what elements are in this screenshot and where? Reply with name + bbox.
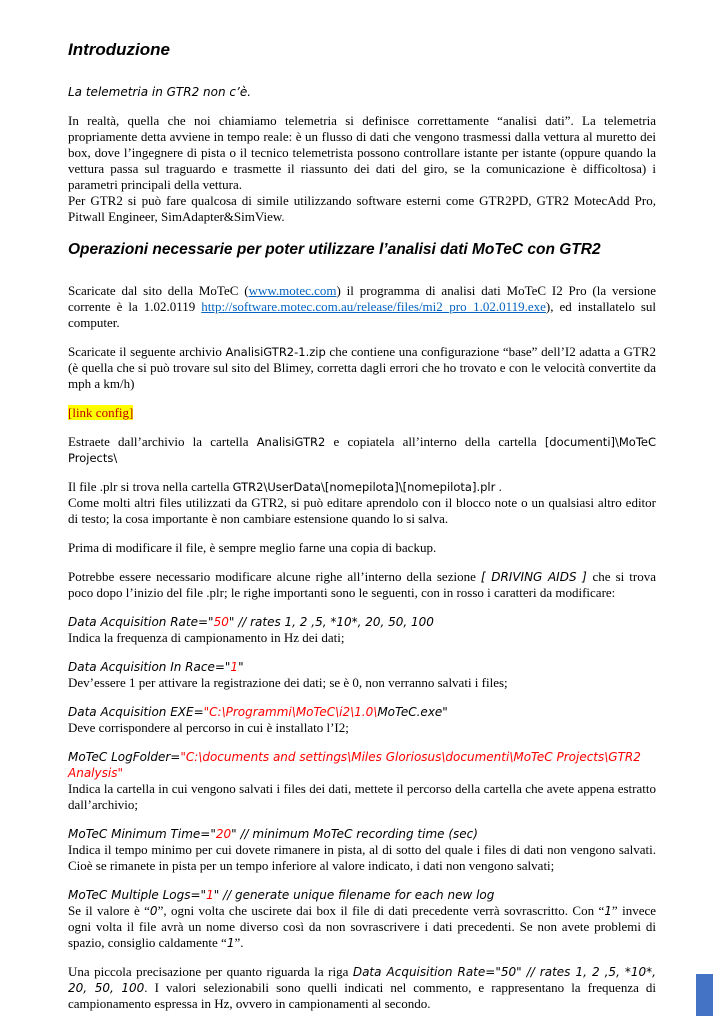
- config-text: Data Acquisition In Race=": [68, 660, 231, 674]
- config-line-in-race: [68, 659, 656, 675]
- config-value: 50: [213, 615, 229, 629]
- config-text: " // generate unique filename for each new log: [213, 888, 495, 902]
- scrollbar-thumb[interactable]: [696, 974, 713, 1016]
- config-desc-logfolder: Indica la cartella in cui vengono salvati i files dei dati, mettete il percorso della cartella che avete appena estratto dall’archivio;: [68, 781, 656, 812]
- path-motec-projects: [documenti]\MoTeC Projects\: [68, 435, 657, 465]
- inline-value: 1: [226, 936, 235, 950]
- paragraph-precisazione: [68, 964, 656, 1012]
- inline-value: 0: [149, 904, 158, 918]
- config-value: "C:\documents and settings\Miles Gloriosus\documenti\MoTeC Projects\GTR2 Analysis": [68, 750, 641, 780]
- config-text: MoTeC Multiple Logs=": [68, 888, 207, 902]
- paragraph-link-config: [68, 405, 656, 421]
- paragraph-plr-file: [68, 479, 656, 527]
- config-line-acquisition-rate: [68, 614, 656, 630]
- config-desc-exe: Deve corrispondere al percorso in cui è installato l’I2;: [68, 720, 349, 735]
- config-line-exe: [68, 704, 656, 720]
- paragraph-telemetria: [68, 113, 656, 225]
- config-text: ": [238, 660, 244, 674]
- config-line-multiple-logs: [68, 887, 656, 903]
- config-desc-multiple-logs: [68, 903, 656, 951]
- text-run: Estraete dall’archivio la cartella: [68, 434, 257, 449]
- text-run: Per GTR2 si può fare qualcosa di simile utilizzando software esterni come GTR2PD, GTR2 MotecAdd Pro, Pitwall Engineer, SimAdapter&SimView.: [68, 193, 656, 224]
- text-run: ”.: [234, 935, 244, 950]
- config-value: 20: [215, 827, 232, 841]
- text-run: ” invece ogni volta il file avrà un nome diverso così da non sovrascrivere i dati precedenti. Se non avete problemi di spazio, consiglio caldamente “: [68, 903, 656, 950]
- link-config-placeholder: [link config]: [68, 405, 134, 420]
- text-run: In realtà, quella che noi chiamiamo telemetria si definisce correttamente “analisi dati”. La telemetria propriamente detta avviene in tempo reale: è un flusso di dati che vengono trasmessi dalla vettura al muretto dei box, dove l’ingegnere di pista o il tecnico telemetrista possono controllare istante per istante (oppure quando la vettura passa sul traguardo e trasmette il riassunto dei dati del giro, se la comunicazione è difficoltosa) i parametri principali della vettura.: [68, 113, 656, 192]
- config-line-minimum-time: [68, 826, 656, 842]
- path-plr-file: GTR2\UserData\[nomepilota]\[nomepilota].plr: [232, 480, 496, 494]
- foldername-analisigtr2: AnalisiGTR2: [256, 435, 326, 449]
- text-run: Potrebbe essere necessario modificare alcune righe all’interno della sezione: [68, 569, 481, 584]
- config-desc-minimum-time: Indica il tempo minimo per cui dovete rimanere in pista, al di sotto del quale i files di dati non vengono salvati. Cioè se rimanete in pista per un tempo inferiore al valore indicato, i dati non vengono salvati;: [68, 842, 656, 873]
- paragraph-download-i2pro: [68, 283, 656, 331]
- link-i2pro-download[interactable]: http://software.motec.com.au/release/files/mi2_pro_1.02.0119.exe: [201, 299, 546, 314]
- text-run: .: [495, 479, 502, 494]
- heading-introduzione: Introduzione: [68, 40, 170, 59]
- paragraph-backup: Prima di modificare il file, è sempre meglio farne una copia di backup.: [68, 540, 437, 555]
- text-run: Se il valore è “: [68, 903, 150, 918]
- text-run: Una piccola precisazione per quanto riguarda la riga: [68, 964, 353, 979]
- inline-value: 1: [604, 904, 612, 918]
- text-run: . I valori selezionabili sono quelli indicati nel commento, e rappresentano la frequenza di campionamento espressa in Hz, ovvero in campionamenti al secondo.: [68, 980, 657, 1011]
- config-line-logfolder: [68, 749, 656, 781]
- config-value: 1: [230, 660, 239, 674]
- inline-config-reference: Data Acquisition Rate="50" // rates 1, 2 ,5, *10*, 20, 50, 100: [68, 965, 656, 995]
- filename-archive: AnalisiGTR2-1.zip: [225, 345, 326, 359]
- link-motec-site[interactable]: www.motec.com: [248, 283, 337, 298]
- text-run: ”, ogni volta che uscirete dai box il file di dati precedente verrà sovrascritto. Con “: [157, 903, 605, 918]
- text-run: ), ed installatelo sul computer.: [68, 299, 657, 330]
- text-run: che contiene una configurazione “base” dell’I2 adatta a GTR2 (è quella che si può trovare sul sito del Blimey, corretta dagli errori che ho trovato e con le velocità convertite da mph a km/h): [68, 344, 656, 391]
- config-text: Data Acquisition Rate=": [68, 615, 214, 629]
- config-text: MoTeC Minimum Time=": [68, 827, 216, 841]
- config-text: Data Acquisition EXE=: [68, 705, 204, 719]
- config-text: " // rates 1, 2 ,5, *10*, 20, 50, 100: [228, 615, 434, 629]
- config-text: " // minimum MoTeC recording time (sec): [231, 827, 478, 841]
- text-run: ) il programma di analisi dati MoTeC I2 Pro (la versione corrente è la 1.02.0119: [68, 283, 656, 314]
- text-run: Scaricate dal sito della MoTeC (: [68, 283, 249, 298]
- config-desc-acquisition-rate: Indica la frequenza di campionamento in Hz dei dati;: [68, 630, 345, 645]
- text-run: Come molti altri files utilizzati da GTR2, si può editare aprendolo con il blocco note o un qualsiasi altro editor di testo; la cosa importante è non cambiare estensione quando lo si salva.: [68, 495, 656, 526]
- section-driving-aids: [ DRIVING AIDS ]: [480, 570, 593, 584]
- config-text: MoTeC.exe": [377, 705, 448, 719]
- config-desc-in-race: Dev’essere 1 per attivare la registrazione dei dati; se è 0, non verranno salvati i files;: [68, 675, 508, 690]
- paragraph-extract-archive: [68, 434, 656, 466]
- paragraph-download-archive: [68, 344, 656, 392]
- text-run: che si trova poco dopo l’inizio del file .plr; le righe importanti sono le seguenti, con in rosso i caratteri da modificare:: [68, 569, 657, 600]
- text-run: Scaricate il seguente archivio: [68, 344, 226, 359]
- config-value: "C:\Programmi\MoTeC\i2\1.0\: [203, 705, 378, 719]
- config-text: MoTeC LogFolder=: [68, 750, 181, 764]
- text-run: e copiatela all’interno della cartella: [325, 434, 545, 449]
- lead-line: La telemetria in GTR2 non c’è.: [68, 85, 252, 99]
- text-run: Il file .plr si trova nella cartella: [68, 479, 233, 494]
- paragraph-driving-aids: [68, 569, 656, 601]
- config-value: 1: [206, 888, 214, 902]
- heading-operazioni: Operazioni necessarie per poter utilizzare l’analisi dati MoTeC con GTR2: [68, 241, 601, 258]
